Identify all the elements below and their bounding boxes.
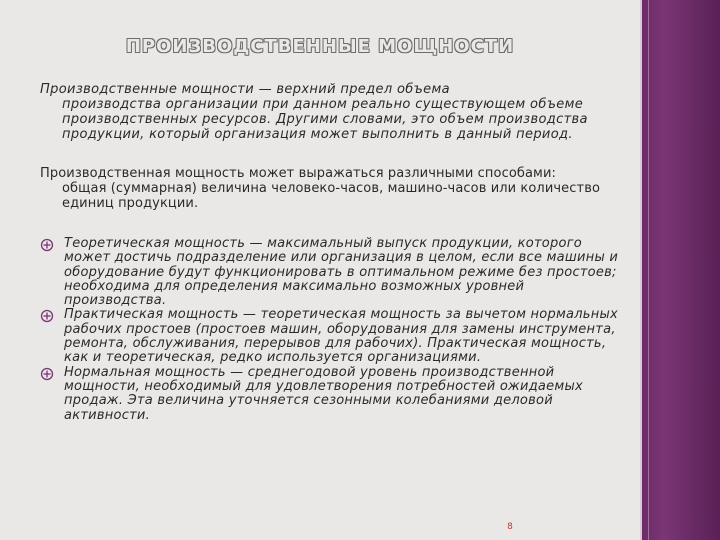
bullet-text: Теоретическая мощность — максимальный выпуск продукции, которого может достичь подразделение или организация в целом, если все машины и оборудование будут функционировать в оптимальном режиме без простоев; необходима для определения максимально возможных уровней производства. [64, 236, 619, 309]
decorative-sidebar [640, 0, 720, 540]
sidebar-accent-line [648, 0, 649, 540]
bullet-list [40, 237, 625, 423]
sidebar-divider [640, 0, 642, 540]
circled-cross-icon [40, 309, 54, 323]
definition-rest: производства организации при данном реально существующем объеме производственных ресурсов. Другими словами, это объем производства продукции, который организация может выполнить в данный период. [62, 97, 588, 142]
list-item [40, 366, 625, 423]
list-item [40, 308, 625, 365]
expression-first-line: Производственная мощность может выражаться различными способами: [40, 166, 556, 181]
list-item [40, 237, 625, 308]
expression-paragraph [40, 166, 620, 211]
circled-cross-icon [40, 367, 54, 381]
definition-first-line: Производственные мощности — верхний предел объема [40, 82, 450, 97]
definition-paragraph [40, 82, 620, 142]
bullet-text: Практическая мощность — теоретическая мощность за вычетом нормальных рабочих простоев (простоев машин, оборудования для замены инструмента, ремонта, обслуживания, перерывов для рабочих). Практическая мощность, как и теоретическая, редко используется организациями. [64, 307, 618, 366]
circled-cross-icon [40, 238, 54, 252]
expression-rest: общая (суммарная) величина человеко-часов, машино-часов или количество единиц продукции. [62, 181, 601, 211]
slide-title: ПРОИЗВОДСТВЕННЫЕ МОЩНОСТИ [125, 36, 515, 57]
bullet-text: Нормальная мощность — среднегодовой уровень производственной мощности, необходимый для удовлетворения потребностей ожидаемых продаж. Эта величина уточняется сезонными колебаниями деловой активности. [64, 364, 583, 423]
page-number: 8 [507, 522, 513, 532]
